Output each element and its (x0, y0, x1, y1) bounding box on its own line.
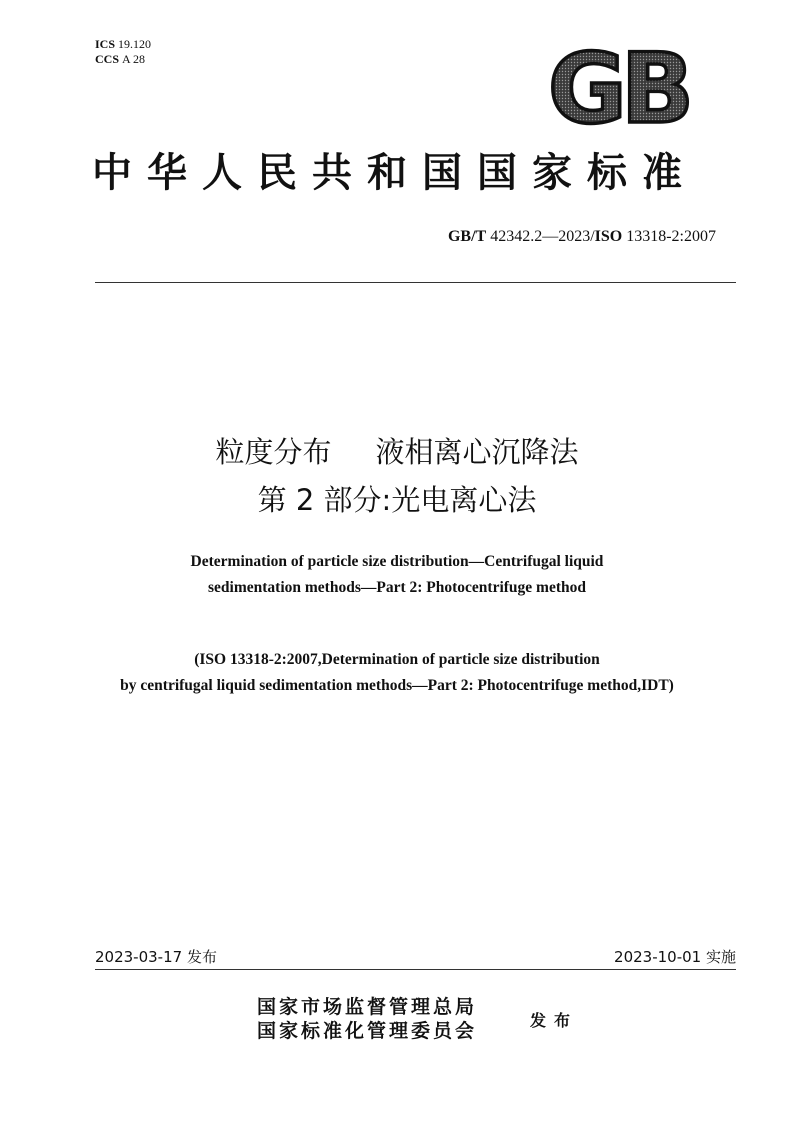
national-standard-title: 中华人民共和国国家标准 (92, 149, 697, 196)
issuer-samr: 国家市场监督管理总局 (257, 996, 478, 1018)
issue-date: 2023-03-17 发布 (95, 948, 217, 966)
publish-label: 发布 (530, 1011, 579, 1030)
standard-number (448, 228, 716, 246)
header-divider (95, 282, 736, 283)
classification-codes (95, 37, 151, 67)
ics-value: 19.120 (118, 37, 152, 51)
iso-label: ISO (594, 228, 623, 245)
footer-divider (95, 969, 736, 970)
gbt-number: 42342.2—2023/ (486, 228, 595, 245)
iso-reference-line-1: (ISO 13318-2:2007,Determination of particle size distribution (194, 651, 600, 668)
english-title-line-2: sedimentation methods—Part 2: Photocentrifuge method (208, 579, 586, 596)
chinese-title-part-b: 液相离心沉降法 (375, 435, 579, 469)
gb-logo (540, 46, 697, 128)
ccs-code (95, 52, 151, 67)
chinese-title-line-1 (0, 432, 794, 472)
ccs-label: CCS (95, 52, 120, 66)
english-title-line-1: Determination of particle size distribution—Centrifugal liquid (190, 553, 604, 570)
chinese-title-line-2: 第 2 部分:光电离心法 (257, 483, 537, 517)
chinese-title-part-a: 粒度分布 (215, 435, 332, 469)
ics-label: ICS (95, 37, 116, 51)
ics-code (95, 37, 151, 52)
iso-reference-line-2: by centrifugal liquid sedimentation methods—Part 2: Photocentrifuge method,IDT) (120, 677, 674, 694)
implementation-date: 2023-10-01 实施 (614, 948, 736, 966)
gbt-label: GB/T (447, 228, 487, 245)
iso-number: 13318-2:2007 (622, 228, 716, 245)
ccs-value: A 28 (122, 52, 146, 66)
issuer-sac: 国家标准化管理委员会 (257, 1020, 478, 1042)
logo-text: GB (548, 46, 688, 128)
